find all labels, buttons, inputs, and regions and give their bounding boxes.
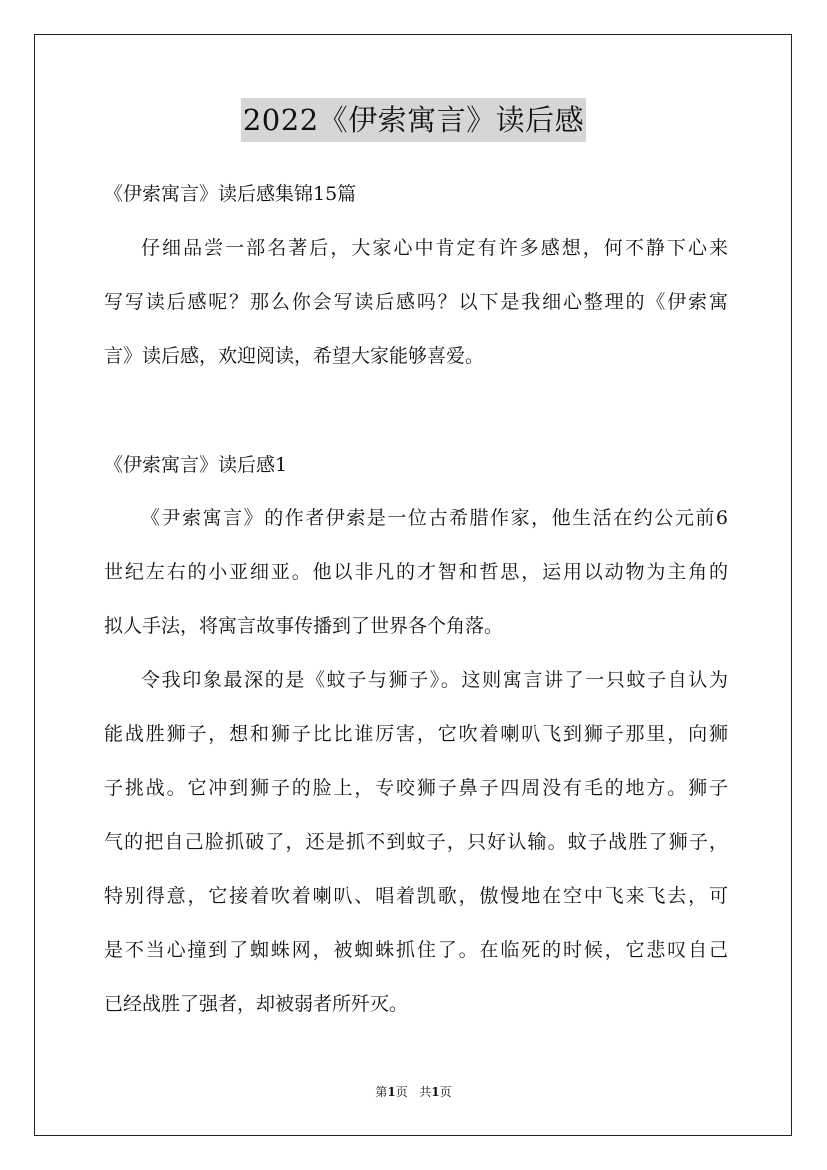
- document-subtitle: 《伊索寓言》读后感集锦15篇: [104, 183, 357, 205]
- footer-total-suffix: 页: [439, 1085, 452, 1099]
- footer-page-suffix: 页: [395, 1085, 408, 1099]
- para2-line-4: 气的把自己脸抓破了，还是抓不到蚊子，只好认输。蚊子战胜了狮子，: [104, 831, 728, 853]
- footer-page-number: 1: [387, 1085, 396, 1099]
- document-title: 2022《伊索寓言》读后感: [241, 98, 586, 142]
- para1-line-1: 《尹索寓言》的作者伊索是一位古希腊作家，他生活在约公元前6: [141, 507, 728, 529]
- footer-total-number: 1: [431, 1085, 440, 1099]
- page-footer: [0, 1083, 827, 1100]
- footer-page-prefix: 第: [375, 1085, 388, 1099]
- footer-total-prefix: 共: [419, 1085, 432, 1099]
- para2-line-2: 能战胜狮子，想和狮子比比谁厉害，它吹着喇叭飞到狮子那里，向狮: [104, 723, 728, 745]
- para2-line-3: 子挑战。它冲到狮子的脸上，专咬狮子鼻子四周没有毛的地方。狮子: [104, 777, 728, 799]
- para2-line-5: 特别得意，它接着吹着喇叭、唱着凯歌，傲慢地在空中飞来飞去，可: [104, 885, 728, 907]
- para2-line-6: 是不当心撞到了蜘蛛网，被蜘蛛抓住了。在临死的时候，它悲叹自己: [104, 939, 728, 961]
- para1-line-2: 世纪左右的小亚细亚。他以非凡的才智和哲思，运用以动物为主角的: [104, 561, 728, 583]
- intro-line-2: 写写读后感呢？那么你会写读后感吗？以下是我细心整理的《伊索寓: [104, 291, 728, 313]
- intro-line-1: 仔细品尝一部名著后，大家心中肯定有许多感想，何不静下心来: [141, 237, 728, 259]
- para2-line-1: 令我印象最深的是《蚊子与狮子》。这则寓言讲了一只蚊子自认为: [141, 669, 728, 691]
- title-container: [0, 98, 827, 142]
- section-heading: 《伊索寓言》读后感1: [104, 454, 288, 476]
- intro-line-3: 言》读后感，欢迎阅读，希望大家能够喜爱。: [104, 345, 485, 367]
- para1-line-3: 拟人手法，将寓言故事传播到了世界各个角落。: [104, 615, 504, 637]
- para2-line-7: 已经战胜了强者，却被弱者所歼灭。: [104, 993, 409, 1015]
